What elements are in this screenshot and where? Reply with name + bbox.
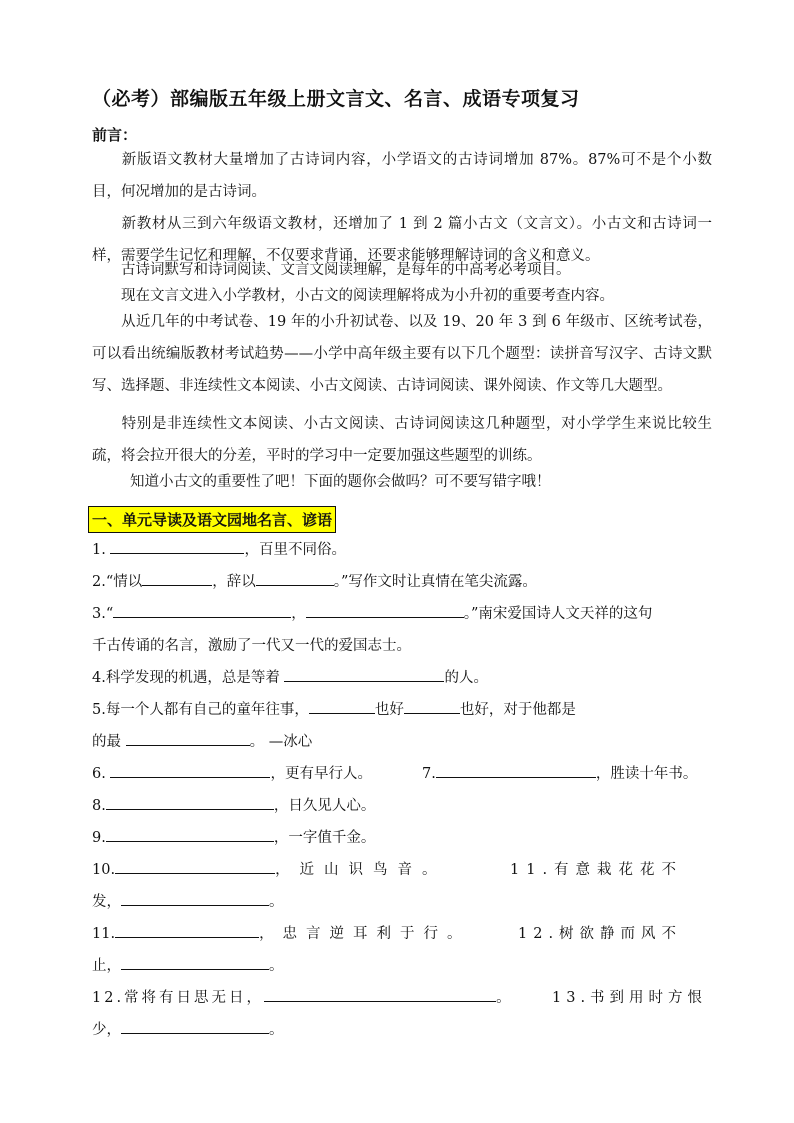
question-2: 2.“情以 ，辞以 。”写作文时让真情在笔尖流露。: [92, 570, 712, 591]
question-3: 3.“ ， 。”南宋爱国诗人文天祥的这句: [92, 602, 712, 623]
answer-blank[interactable]: [106, 827, 274, 842]
question-12-b: 12.常将有日思无日， 。: [92, 986, 712, 1007]
question-13: 13.书到用时方恨: [552, 990, 708, 1006]
preface-paragraph: 新教材从三到六年级语文教材，还增加了 1 到 2 篇小古文（文言文）。小古文和古诗词一样，需要学生记忆和理解，不仅要求背诵，还要求能够理解诗词的含义和意义。: [92, 216, 712, 264]
answer-blank[interactable]: [256, 571, 334, 586]
answer-blank[interactable]: [404, 699, 460, 714]
question-6: 6. ，更有早行人。: [92, 762, 712, 783]
answer-blank[interactable]: [115, 923, 259, 938]
preface-paragraph: 从近几年的中考试卷、19 年的小升初试卷、以及 19、20 年 3 到 6 年级市、区统考试卷，可以看出统编版教材考试趋势——小学中高年级主要有以下几个题型：读拼音写汉字、古诗文默写、选择题、非连续性文本阅读、小古文阅读、古诗词阅读、课外阅读、作文等几大题型。: [92, 314, 712, 394]
section-heading: 一、单元导读及语文园地名言、谚语: [88, 506, 336, 533]
question-1: 1. ，百里不同俗。: [92, 538, 712, 559]
preface-paragraph: 新版语文教材大量增加了古诗词内容，小学语文的古诗词增加 87%。87%可不是个小数目，何况增加的是古诗词。: [92, 152, 712, 200]
question-7: 7. ，胜读十年书。: [422, 762, 712, 783]
question-11-b: 11. ，忠言逆耳利于行。: [92, 922, 712, 943]
preface-paragraph: 现在文言文进入小学教材，小古文的阅读理解将成为小升初的重要考查内容。: [121, 288, 614, 304]
question-10: 10. ，近山识鸟音。: [92, 858, 712, 879]
answer-blank[interactable]: [121, 955, 269, 970]
question-9: 9. ，一字值千金。: [92, 826, 712, 847]
answer-blank[interactable]: [284, 667, 444, 682]
answer-blank[interactable]: [121, 1019, 269, 1034]
answer-blank[interactable]: [306, 603, 464, 618]
question-8: 8. ，日久见人心。: [92, 794, 712, 815]
answer-blank[interactable]: [126, 731, 250, 746]
answer-blank[interactable]: [121, 891, 269, 906]
answer-blank[interactable]: [142, 571, 212, 586]
question-5-line-2: 的最 。 —冰心: [92, 730, 712, 751]
question-11-a-line-2: 发， 。: [92, 890, 712, 911]
question-12-a: 12.树欲静而风不: [518, 926, 683, 942]
question-5: 5.每一个人都有自己的童年往事， 也好 也好，对于他都是: [92, 698, 712, 719]
preface-paragraph: 知道小古文的重要性了吧！下面的题你会做吗？可不要写错字哦！: [130, 474, 551, 490]
answer-blank[interactable]: [115, 859, 275, 874]
preface-heading: 前言：: [92, 126, 138, 144]
question-11-a: 11.有意栽花花不: [510, 862, 684, 878]
answer-blank[interactable]: [264, 987, 496, 1002]
answer-blank[interactable]: [110, 763, 270, 778]
answer-blank[interactable]: [110, 539, 244, 554]
answer-blank[interactable]: [309, 699, 375, 714]
question-12-a-line-2: 止， 。: [92, 954, 712, 975]
preface-paragraph: 古诗词默写和诗词阅读、文言文阅读理解，是每年的中高考必考项目。: [121, 262, 571, 278]
question-3-line-2: 千古传诵的名言，激励了一代又一代的爱国志士。: [92, 638, 411, 654]
question-13-line-2: 少， 。: [92, 1018, 712, 1039]
answer-blank[interactable]: [436, 763, 596, 778]
page-title: （必考）部编版五年级上册文言文、名言、成语专项复习: [92, 88, 580, 110]
answer-blank[interactable]: [106, 795, 274, 810]
question-4: 4.科学发现的机遇，总是等着 的人。: [92, 666, 712, 687]
preface-paragraph: 特别是非连续性文本阅读、小古文阅读、古诗词阅读这几种题型，对小学学生来说比较生疏，将会拉开很大的分差，平时的学习中一定要加强这些题型的训练。: [92, 416, 712, 464]
answer-blank[interactable]: [113, 603, 291, 618]
